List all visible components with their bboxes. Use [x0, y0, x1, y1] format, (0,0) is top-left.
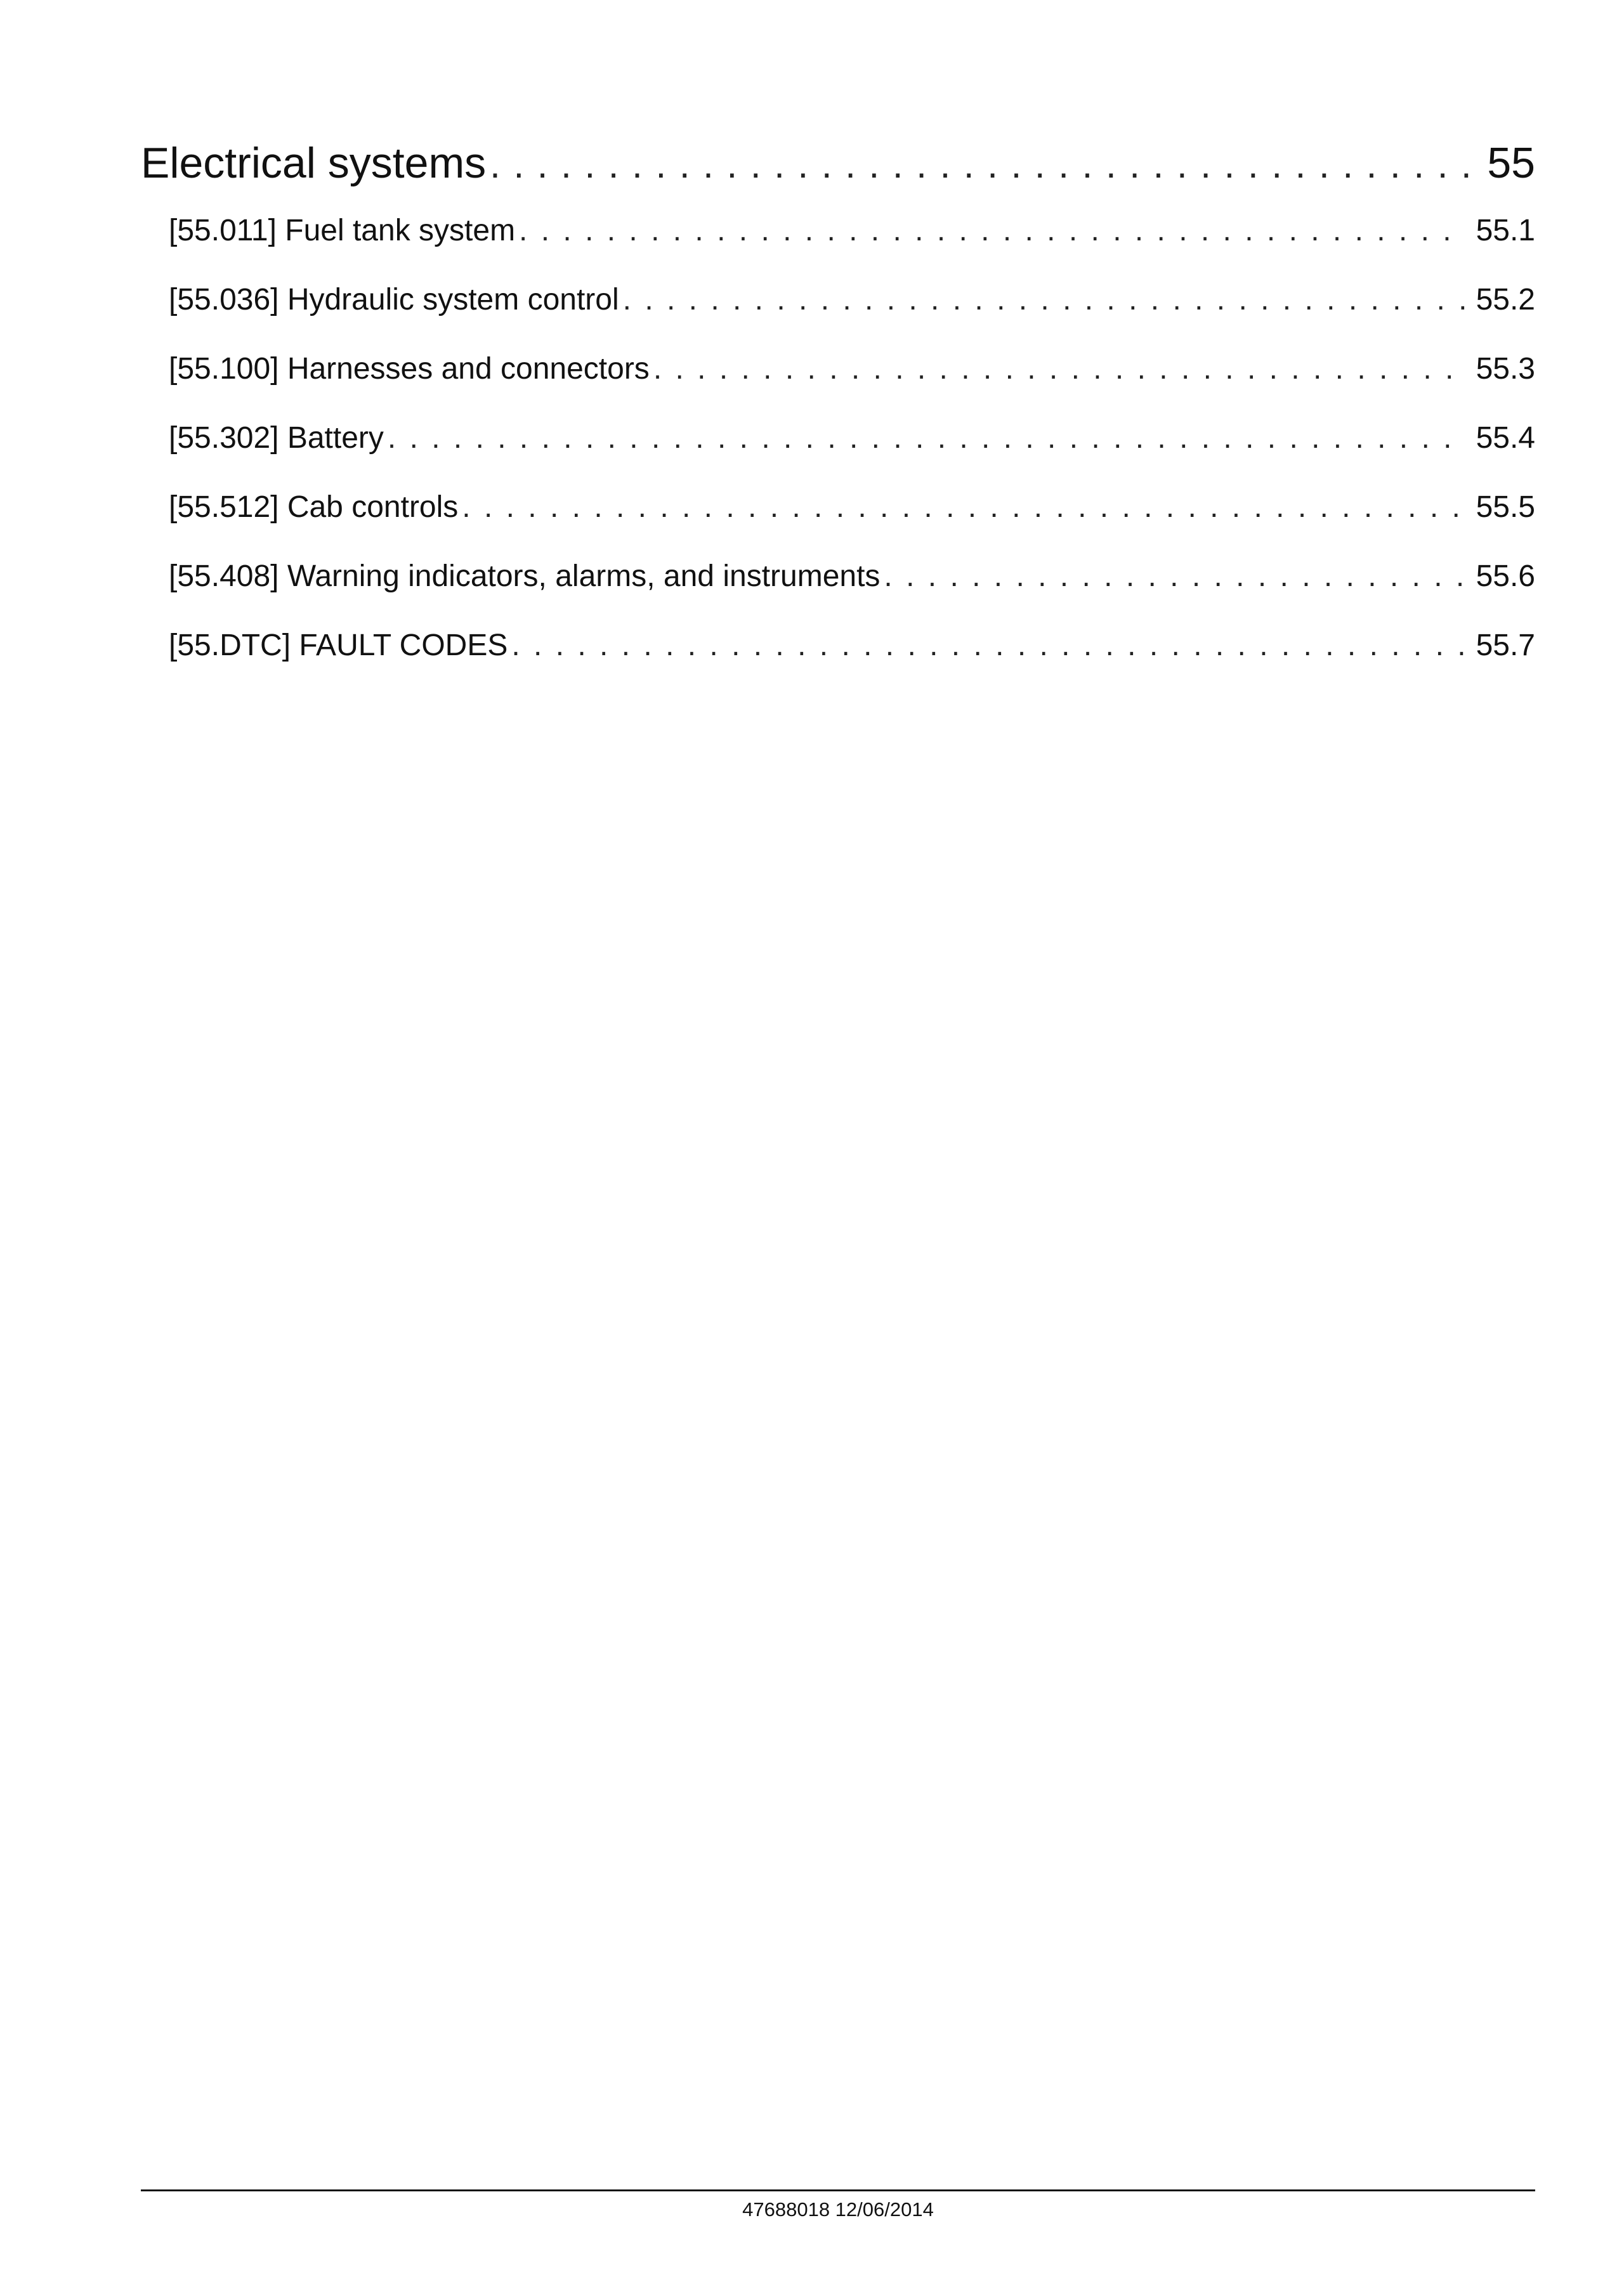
footer-document-id: 47688018 12/06/2014	[742, 2198, 934, 2221]
toc-entry-title: [55.036] Hydraulic system control	[169, 283, 619, 316]
toc-entry-cab-controls[interactable]	[141, 490, 1535, 559]
toc-entry-hydraulic-system-control[interactable]	[141, 282, 1535, 351]
dot-leader	[511, 628, 1467, 663]
toc-entry-page: 55.2	[1476, 283, 1535, 316]
toc-chapter-heading[interactable]	[141, 138, 1535, 204]
toc-entry-page: 55.1	[1476, 214, 1535, 247]
footer-divider	[141, 2189, 1535, 2191]
toc-entry-page: 55.7	[1476, 629, 1535, 662]
toc-entries	[141, 213, 1535, 697]
dot-leader	[519, 213, 1467, 248]
dot-leader	[884, 559, 1467, 594]
dot-leader	[388, 421, 1467, 455]
chapter-page-number: 55	[1487, 139, 1535, 187]
toc-entry-warning-indicators[interactable]	[141, 559, 1535, 628]
toc-entry-page: 55.5	[1476, 490, 1535, 524]
toc-entry-title: [55.512] Cab controls	[169, 490, 459, 524]
toc-entry-title: [55.011] Fuel tank system	[169, 214, 516, 247]
toc-entry-fuel-tank-system[interactable]	[141, 213, 1535, 282]
dot-leader	[490, 143, 1478, 186]
toc-entry-title: [55.100] Harnesses and connectors	[169, 352, 650, 386]
dot-leader	[653, 351, 1467, 386]
toc-entry-page: 55.6	[1476, 559, 1535, 593]
toc-entry-page: 55.3	[1476, 352, 1535, 386]
toc-entry-page: 55.4	[1476, 421, 1535, 455]
table-of-contents	[141, 138, 1535, 697]
dot-leader	[623, 282, 1467, 317]
toc-entry-title: [55.DTC] FAULT CODES	[169, 629, 508, 662]
toc-entry-fault-codes[interactable]	[141, 628, 1535, 697]
toc-entry-title: [55.302] Battery	[169, 421, 384, 455]
toc-entry-title: [55.408] Warning indicators, alarms, and instruments	[169, 559, 881, 593]
dot-leader	[462, 490, 1467, 525]
toc-entry-harnesses-and-connectors[interactable]	[141, 351, 1535, 421]
toc-entry-battery[interactable]	[141, 421, 1535, 490]
chapter-title: Electrical systems	[141, 139, 487, 187]
